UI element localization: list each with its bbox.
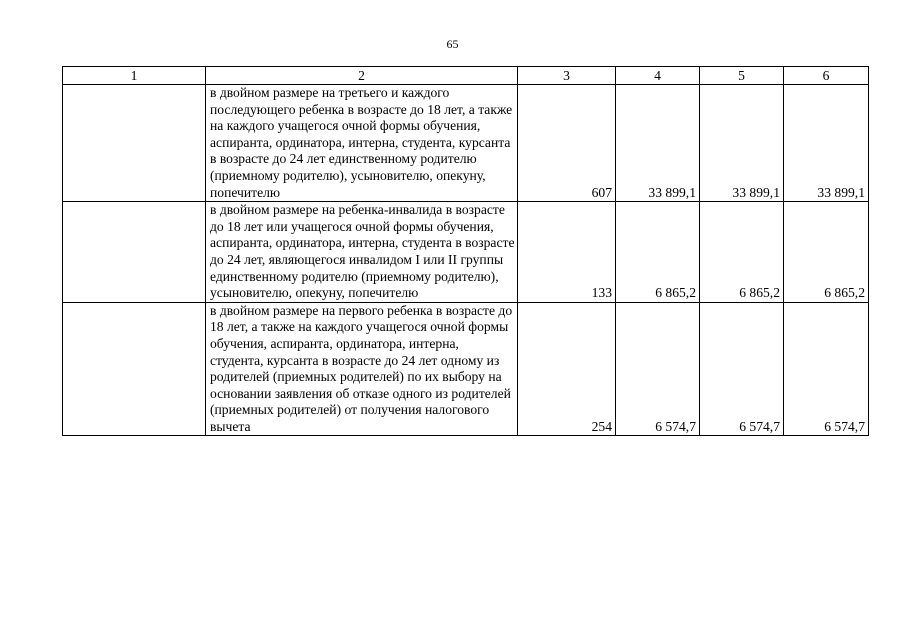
row-code-cell bbox=[63, 85, 206, 202]
row-code-cell bbox=[63, 202, 206, 303]
row-count-cell: 133 bbox=[518, 202, 616, 303]
row-amount-col5: 6 574,7 bbox=[700, 302, 784, 436]
budget-table bbox=[62, 66, 869, 436]
column-header-2: 2 bbox=[206, 67, 518, 85]
table-row bbox=[63, 302, 869, 436]
column-header-4: 4 bbox=[616, 67, 700, 85]
row-description: в двойном размере на первого ребенка в возрасте до 18 лет, а также на каждого учащегося очной формы обучения, аспиранта, ординатора, интерна, студента, курсанта в возрасте до 24 лет одному из родителей (приемных родителей) по их выбору на основании заявления об отказе одного из родителей (приемных родителей) от получения налогового вычета bbox=[206, 302, 518, 436]
column-header-3: 3 bbox=[518, 67, 616, 85]
page-number: 65 bbox=[446, 37, 459, 51]
row-amount-col4: 33 899,1 bbox=[616, 85, 700, 202]
row-amount-col4: 6 865,2 bbox=[616, 202, 700, 303]
row-count-cell: 254 bbox=[518, 302, 616, 436]
row-amount-col5: 33 899,1 bbox=[700, 85, 784, 202]
table-row bbox=[63, 85, 869, 202]
row-amount-col4: 6 574,7 bbox=[616, 302, 700, 436]
column-header-5: 5 bbox=[700, 67, 784, 85]
column-header-6: 6 bbox=[784, 67, 869, 85]
row-amount-col5: 6 865,2 bbox=[700, 202, 784, 303]
column-header-1: 1 bbox=[63, 67, 206, 85]
row-amount-col6: 6 865,2 bbox=[784, 202, 869, 303]
table-row bbox=[63, 202, 869, 303]
row-description: в двойном размере на третьего и каждого последующего ребенка в возрасте до 18 лет, а также на каждого учащегося очной формы обучения, аспиранта, ординатора, интерна, студента, курсанта в возрасте до 24 лет единственному родителю (приемному родителю), усыновителю, опекуну, попечителю bbox=[206, 85, 518, 202]
column-number-row bbox=[63, 67, 869, 85]
row-amount-col6: 33 899,1 bbox=[784, 85, 869, 202]
row-code-cell bbox=[63, 302, 206, 436]
row-description: в двойном размере на ребенка-инвалида в возрасте до 18 лет или учащегося очной формы обучения, аспиранта, ординатора, интерна, студента в возрасте до 24 лет, являющегося инвалидом I или II группы единственному родителю (приемному родителю), усыновителю, опекуну, попечителю bbox=[206, 202, 518, 303]
row-amount-col6: 6 574,7 bbox=[784, 302, 869, 436]
row-count-cell: 607 bbox=[518, 85, 616, 202]
